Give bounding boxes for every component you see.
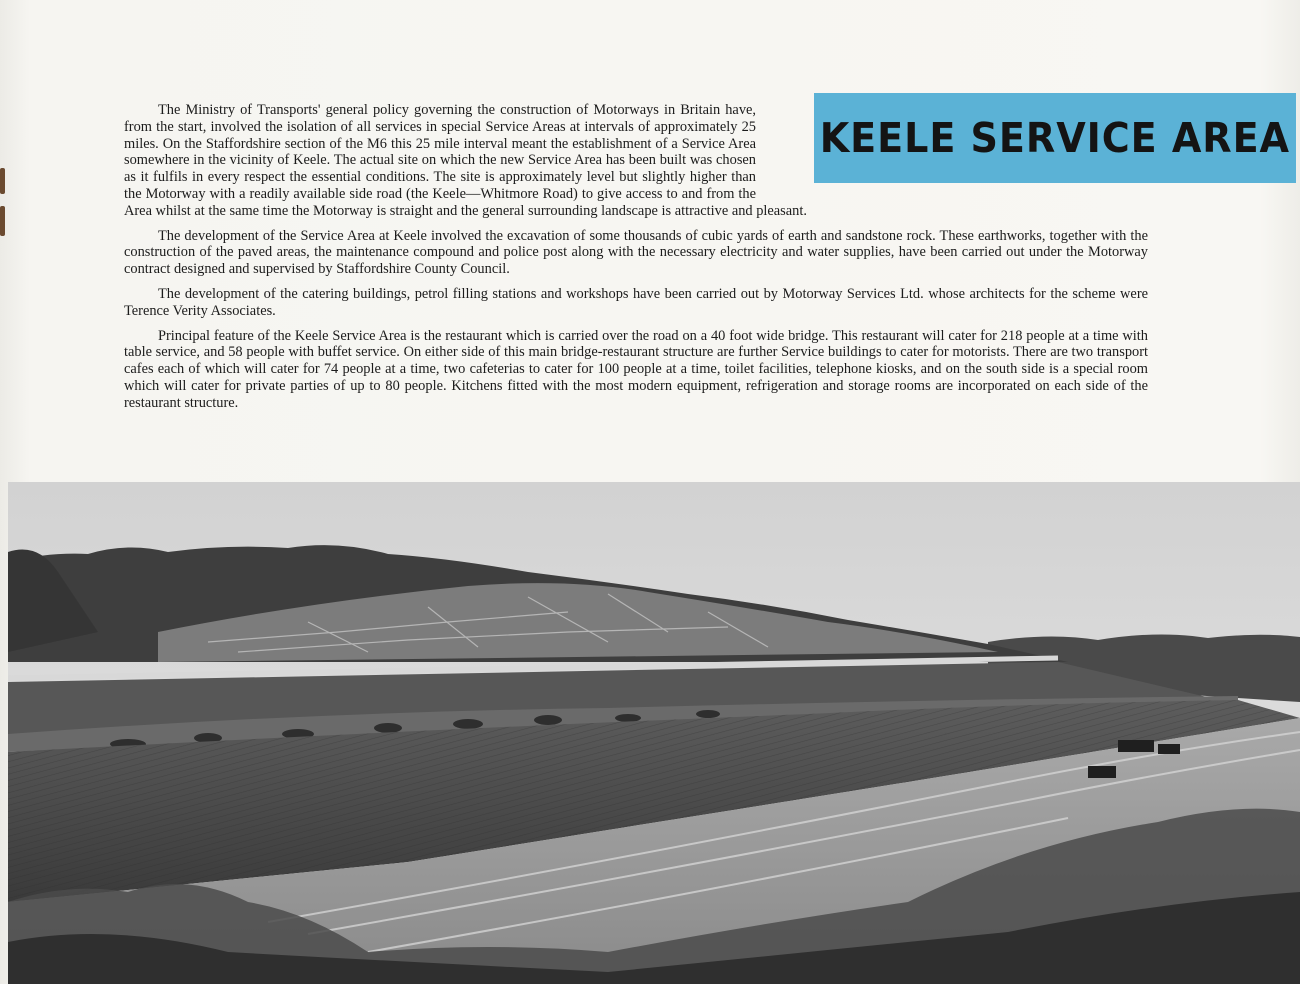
- article-paragraph: The development of the catering buildings, petrol filling stations and workshops have been carried out by Motorway Services Ltd. whose architects for the scheme were Terence Verity Associates.: [124, 285, 1148, 319]
- article-paragraph: The development of the Service Area at Keele involved the excavation of some thousands of cubic yards of earth and sandstone rock. These earthworks, together with the construction of the paved areas, the maintenance compound and police post along with the necessary electricity and water supplies, have been carried out under the Motorway contract designed and supervised by Staffordshire County Council.: [124, 227, 1148, 278]
- construction-site-photo: [8, 482, 1300, 984]
- article-body: [124, 102, 1148, 420]
- article-paragraph: The Ministry of Transports' general policy governing the construction of Motorways in Britain have, from the start, involved the isolation of all services in special Service Areas at intervals of approximately 25 miles. On the Staffordshire section of the M6 this 25 mile interval meant the establishment of a Service Area somewhere in the vicinity of Keele. The actual site on which the new Service Area has been built was chosen as it fulfils in every respect the essential conditions. The site is approximately level but slightly higher than the Motorway with a readily available side road (the Keele—Whitmore Road) to give access to and from the Area whilst at the same time the Motorway is straight and the general surrounding landscape is attractive and pleasant.: [124, 102, 807, 219]
- page-title: KEELE SERVICE AREA: [819, 114, 1291, 162]
- binding-staple-mark: [0, 168, 5, 194]
- binding-staple-mark: [0, 206, 5, 236]
- earthworks-landscape-illustration: [8, 482, 1300, 984]
- article-paragraph: Principal feature of the Keele Service Area is the restaurant which is carried over the road on a 40 foot wide bridge. This restaurant will cater for 218 people at a time with table service, and 58 people with buffet service. On either side of this main bridge-restaurant structure are further Service buildings to cater for motorists. There are two transport cafes each of which will cater for 74 people at a time, two cafeterias to cater for 100 people at a time, toilet facilities, telephone kiosks, and on the south side is a special room which will cater for private parties of up to 80 people. Kitchens fitted with the most modern equipment, refrigeration and storage rooms are incorporated on each side of the restaurant structure.: [124, 327, 1148, 411]
- title-spacer: [756, 102, 1148, 202]
